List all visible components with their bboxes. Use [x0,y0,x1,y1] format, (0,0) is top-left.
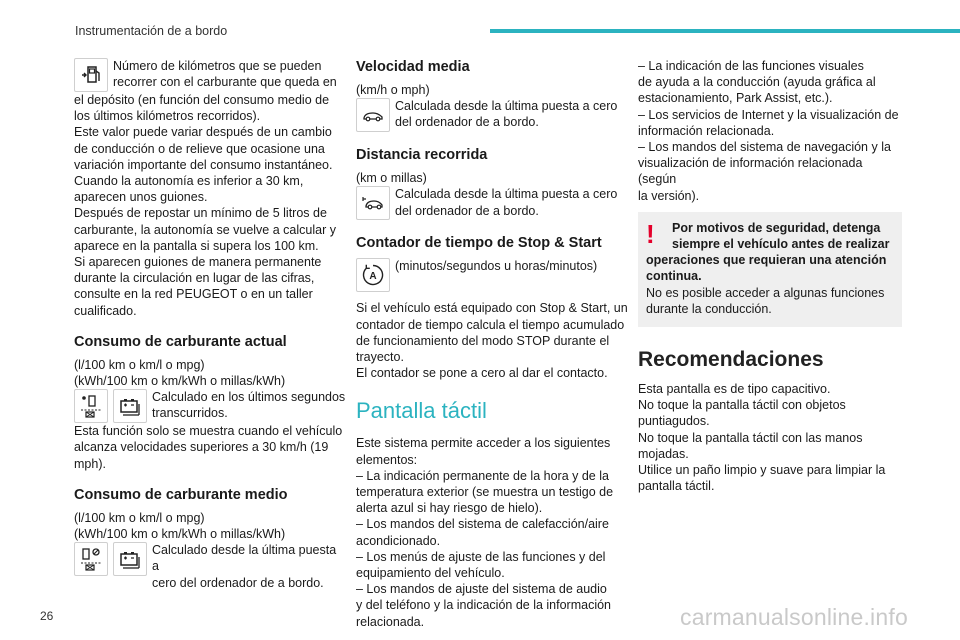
text-line: No toque la pantalla táctil con objetos [638,398,846,413]
distance-icon [356,186,390,220]
text-line: elementos: [356,452,418,467]
stop-start-text [356,300,628,381]
column-middle [356,58,628,630]
average-speed-icon [356,98,390,132]
distancia-item [356,186,628,220]
text-line: aparece en la pantalla si supera los 100 km. [74,238,319,253]
pantalla-text [356,435,628,629]
distancia-desc-2: del ordenador de a bordo. [395,203,539,218]
units-line: (km/h o mph) [356,83,430,97]
text-line: equipamiento del vehículo. [356,566,505,581]
text-line: aparecen unos guiones. [74,190,208,205]
text-line: alcanza velocidades superiores a 30 km/h (19 [74,440,329,455]
text-line: carburante, la autonomía se vuelve a calcular y [74,222,336,237]
warning-bold-line: operaciones que requieran una atención [646,253,887,268]
section-title-recomendaciones: Recomendaciones [638,348,824,372]
text-line: consulte en la red PEUGEOT o en un taller [74,287,313,302]
section-title-stop-start: Contador de tiempo de Stop & Start [356,235,602,252]
range-line-1: Número de kilómetros que se pueden [113,59,322,73]
range-item [74,58,346,92]
text-line: acondicionado. [356,533,441,548]
actual-desc-1: Calculado en los últimos segundos [152,390,346,405]
battery-consumption-icon [113,389,147,423]
range-line-2: recorrer con el carburante que queda en [113,75,337,90]
medio-desc-1: Calculado desde la última puesta a [152,543,337,574]
stop-start-item [356,258,628,292]
warning-text-line: No es posible acceder a algunas funciones [646,285,885,300]
recomendaciones-text [638,381,902,494]
text-line: Este sistema permite acceder a los siguientes [356,436,611,451]
warning-icon: ! [646,218,655,249]
column-left [74,58,346,591]
list-item: – Los mandos del sistema de navegación y la [638,140,891,155]
section-title-velocidad: Velocidad media [356,59,470,75]
units-line: (l/100 km o km/l o mpg) [74,357,205,372]
text-line: Si aparecen guiones de manera permanente [74,255,322,270]
units-line: (km o millas) [356,171,427,186]
units-line: (l/100 km o km/l o mpg) [74,510,205,525]
text-line: alerta azul si hay riesgo de hielo). [356,501,543,516]
text-line: mojadas. [638,446,689,461]
text-line: relacionada. [356,614,425,629]
safety-warning-box [638,212,902,327]
velocidad-desc-1: Calculada desde la última puesta a cero [395,99,618,114]
text-line: el depósito (en función del consumo medio de [74,93,330,107]
svg-text:A: A [369,271,377,283]
list-item: visualización de información relacionada (según [638,156,863,187]
text-line: variación importante del consumo instantáneo. [74,157,333,172]
text-line: trayecto. [356,350,404,365]
page-number: 26 [40,609,54,623]
list-item: de ayuda a la conducción (ayuda gráfica al [638,75,876,90]
actual-desc-2: transcurridos. [152,406,228,421]
text-line: Si el vehículo está equipado con Stop & Start, un [356,301,628,316]
text-line: Este valor puede variar después de un cambio [74,125,332,140]
distancia-desc-1: Calculada desde la última puesta a cero [395,187,618,202]
text-line: puntiagudos. [638,414,710,429]
average-battery-icon [113,542,147,576]
velocidad-desc-2: del ordenador de a bordo. [395,115,539,130]
text-line: de funcionamiento del modo STOP durante el [356,333,610,348]
text-line: – Los menús de ajuste de las funciones y del [356,549,606,564]
text-line: Cuando la autonomía es inferior a 30 km, [74,174,304,189]
medio-item [74,542,346,591]
list-item: información relacionada. [638,123,775,138]
running-header: Instrumentación de a bordo [75,24,228,38]
text-line: – Los mandos del sistema de calefacción/aire [356,517,609,532]
text-line: El contador se pone a cero al dar el contacto. [356,366,608,381]
warning-bold-2: siempre el vehículo antes de realizar [672,237,890,252]
text-line: mph). [74,456,106,471]
text-line: No toque la pantalla táctil con las manos [638,430,863,445]
actual-item [74,389,346,423]
text-line: los últimos kilómetros recorridos). [74,109,261,124]
warning-bold-line: continua. [646,269,702,284]
stop-start-icon [356,258,390,292]
section-title-pantalla: Pantalla táctil [356,398,487,424]
text-line: pantalla táctil. [638,479,715,494]
average-fuel-icon [74,542,108,576]
range-description [74,92,346,319]
list-item: – La indicación de las funciones visuales [638,59,864,73]
watermark: carmanualsonline.info [680,604,908,630]
text-line: durante la circulación en lugar de las cifras, [74,271,315,286]
text-line: contador de tiempo calcula el tiempo acumulado [356,317,625,332]
section-title-distancia: Distancia recorrida [356,147,488,164]
medio-desc-2: cero del ordenador de a bordo. [152,575,324,590]
velocidad-item [356,98,628,132]
list-item: – Los servicios de Internet y la visualización de [638,107,899,122]
text-line: y del teléfono y la indicación de la información [356,598,612,613]
text-line: de conducción o de relieve que ocasione una [74,141,325,156]
list-item: estacionamiento, Park Assist, etc.). [638,91,833,106]
text-line: Utilice un paño limpio y suave para limpiar la [638,463,886,478]
units-line: (kWh/100 km o km/kWh o millas/kWh) [74,527,286,542]
text-line: – La indicación permanente de la hora y de la [356,468,609,483]
stop-start-desc: (minutos/segundos u horas/minutos) [395,259,598,274]
features-list [638,58,902,204]
list-item: la versión). [638,188,700,203]
section-title-medio: Consumo de carburante medio [74,486,288,503]
units-line: (kWh/100 km o km/kWh o millas/kWh) [74,374,286,389]
text-line: – Los mandos de ajuste del sistema de audio [356,582,607,597]
text-line: Esta función solo se muestra cuando el vehículo [74,424,343,439]
text-line: Esta pantalla es de tipo capacitivo. [638,382,831,397]
text-line: cualificado. [74,303,137,318]
header-accent-bar [490,29,960,33]
text-line: temperatura exterior (se muestra un testigo de [356,485,614,500]
column-right [638,58,902,494]
fuel-consumption-icon [74,389,108,423]
section-title-actual: Consumo de carburante actual [74,333,287,350]
fuel-range-icon [74,58,108,92]
text-line: Después de repostar un mínimo de 5 litros de [74,206,327,221]
warning-text-line: durante la conducción. [646,301,772,316]
warning-bold-1: Por motivos de seguridad, detenga [672,220,881,235]
